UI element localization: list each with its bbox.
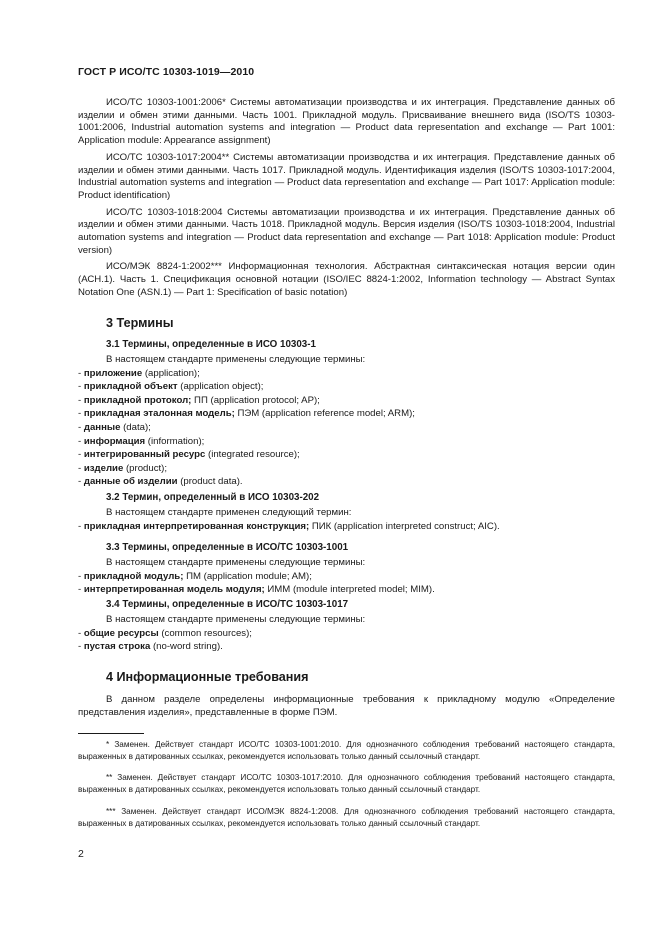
term-rest: (data); xyxy=(120,421,151,433)
term-item: - прикладная эталонная модель; ПЭМ (application reference model; ARM); xyxy=(78,408,415,420)
term-name: прикладная эталонная модель; xyxy=(83,408,235,420)
term-rest: (information); xyxy=(145,435,205,447)
term-rest: (product); xyxy=(123,462,168,474)
section-4-title: 4 Информационные требования xyxy=(106,670,309,684)
term-item: - приложение (application); xyxy=(78,367,200,379)
subsection-3-2 xyxy=(78,492,615,533)
term-rest: (application object); xyxy=(177,381,264,393)
term-item: - информация (information); xyxy=(78,435,205,447)
term-name: прикладной объект xyxy=(83,381,178,393)
subsection-intro: В настоящем стандарте применены следующие термины: xyxy=(106,557,366,568)
term-item: - прикладной протокол; ПП (application protocol; AP); xyxy=(78,394,320,406)
term-rest: (application); xyxy=(142,367,200,379)
subsection-title: 3.3 Термины, определенные в ИСО/ТС 10303-1001 xyxy=(106,542,349,553)
reference-item: ИСО/МЭК 8824-1:2002*** Информационная технология. Абстрактная синтаксическая нотация версии один (АСН.1). Часть 1. Спецификация основной нотации (ISO/IEC 8824-1:2002, Information technology — Abstract Syntax Notation One (ASN.1) — Part 1: Specification of basic notation) xyxy=(78,261,615,298)
subsection-intro: В настоящем стандарте применены следующие термины: xyxy=(106,354,366,365)
term-rest: (product data). xyxy=(177,476,243,488)
subsection-3-3 xyxy=(78,542,615,597)
section-4-text: В данном разделе определены информационные требования к прикладному модулю «Определение представления изделия», представленные в форме ПЭМ. xyxy=(78,694,615,718)
section-3-title: 3 Термины xyxy=(106,316,174,330)
subsection-title: 3.2 Термин, определенный в ИСО 10303-202 xyxy=(106,492,320,503)
term-name: прикладная интерпретированная конструкция; xyxy=(83,520,310,532)
subsection-3-4 xyxy=(78,599,615,654)
term-rest: ПИК (application interpreted construct; AIC). xyxy=(309,520,500,532)
term-name: интерпретированная модель модуля; xyxy=(83,584,265,596)
term-rest: ПМ (application module; AM); xyxy=(183,570,312,582)
term-name: информация xyxy=(83,435,146,447)
term-item: - прикладной объект (application object); xyxy=(78,381,264,393)
term-rest: (common resources); xyxy=(158,627,252,639)
term-name: данные xyxy=(83,421,121,433)
term-item: - интерпретированная модель модуля; ИММ (module interpreted model; MIM). xyxy=(78,584,435,596)
subsection-intro: В настоящем стандарте применен следующий термин: xyxy=(106,507,352,518)
term-name: изделие xyxy=(83,462,124,474)
term-name: прикладной модуль; xyxy=(83,570,184,582)
references-block xyxy=(78,97,615,304)
term-rest: ПП (application protocol; AP); xyxy=(191,394,320,406)
footnote-divider xyxy=(78,733,144,734)
term-rest: (no-word string). xyxy=(150,641,223,653)
term-item: - прикладная интерпретированная конструкция; ПИК (application interpreted construct; AIC). xyxy=(78,520,500,532)
term-item: - изделие (product); xyxy=(78,462,168,474)
footnote-3: *** Заменен. Действует стандарт ИСО/МЭК 8824-1:2008. Для однозначного соблюдения требований настоящего стандарта, выраженных в датированных ссылках, рекомендуется использовать только данный ссылочный стандарт. xyxy=(78,807,615,828)
reference-item: ИСО/ТС 10303-1018:2004 Системы автоматизации производства и их интеграция. Представление данных об изделии и обмен этими данными. Часть 1018. Прикладной модуль. Версия изделия (ISO/TS 10303-1018:2004, Industrial automation systems and integration — Product data representation and exchange — Part 1018: Application module: Product version) xyxy=(78,206,615,256)
term-item: - данные об изделии (product data). xyxy=(78,476,243,488)
term-name: общие ресурсы xyxy=(83,627,159,639)
term-name: прикладной протокол; xyxy=(83,394,192,406)
term-name: пустая строка xyxy=(83,641,151,653)
subsection-3-1 xyxy=(78,339,615,489)
section-4 xyxy=(78,670,615,723)
footnote-2: ** Заменен. Действует стандарт ИСО/ТС 10303-1017:2010. Для однозначного соблюдения требований настоящего стандарта, выраженных в датированных ссылках, рекомендуется использовать только данный ссылочный стандарт. xyxy=(78,773,615,794)
footnote-1: * Заменен. Действует стандарт ИСО/ТС 10303-1001:2010. Для однозначного соблюдения требований настоящего стандарта, выраженных в датированных ссылках, рекомендуется использовать только данный ссылочный стандарт. xyxy=(78,740,615,761)
term-name: приложение xyxy=(83,367,143,379)
subsection-title: 3.1 Термины, определенные в ИСО 10303-1 xyxy=(106,339,316,350)
term-item: - данные (data); xyxy=(78,421,151,433)
term-item: - прикладной модуль; ПМ (application module; AM); xyxy=(78,570,312,582)
page-number: 2 xyxy=(78,848,84,860)
term-rest: (integrated resource); xyxy=(205,449,300,461)
term-name: интегрированный ресурс xyxy=(83,449,206,461)
reference-item: ИСО/ТС 10303-1001:2006* Системы автоматизации производства и их интеграция. Представление данных об изделии и обмен этими данными. Часть 1001. Прикладной модуль. Присваивание внешнего вида (ISO/TS 10303-1001:2006, Industrial automation systems and integration — Product data representation and exchange — Part 1001: Application module: Appearance assignment) xyxy=(78,97,615,147)
subsection-intro: В настоящем стандарте применены следующие термины: xyxy=(106,614,366,625)
term-item: - интегрированный ресурс (integrated resource); xyxy=(78,449,300,461)
term-rest: ПЭМ (application reference model; ARM); xyxy=(234,408,415,420)
term-item: - пустая строка (no-word string). xyxy=(78,641,223,653)
section-3-heading-wrap xyxy=(78,316,615,330)
subsection-title: 3.4 Термины, определенные в ИСО/ТС 10303-1017 xyxy=(106,599,349,610)
term-item: - общие ресурсы (common resources); xyxy=(78,627,252,639)
term-rest: ИММ (module interpreted model; MIM). xyxy=(264,584,435,596)
reference-item: ИСО/ТС 10303-1017:2004** Системы автоматизации производства и их интеграция. Представление данных об изделии и обмен этими данными. Часть 1017. Прикладной модуль. Идентификация изделия (ISO/TS 10303-1017:2004, Industrial automation systems and integration — Product data representation and exchange — Part 1017: Application module: Product identification) xyxy=(78,151,615,201)
page-header: ГОСТ Р ИСО/ТС 10303-1019—2010 xyxy=(78,66,255,78)
term-name: данные об изделии xyxy=(83,476,178,488)
